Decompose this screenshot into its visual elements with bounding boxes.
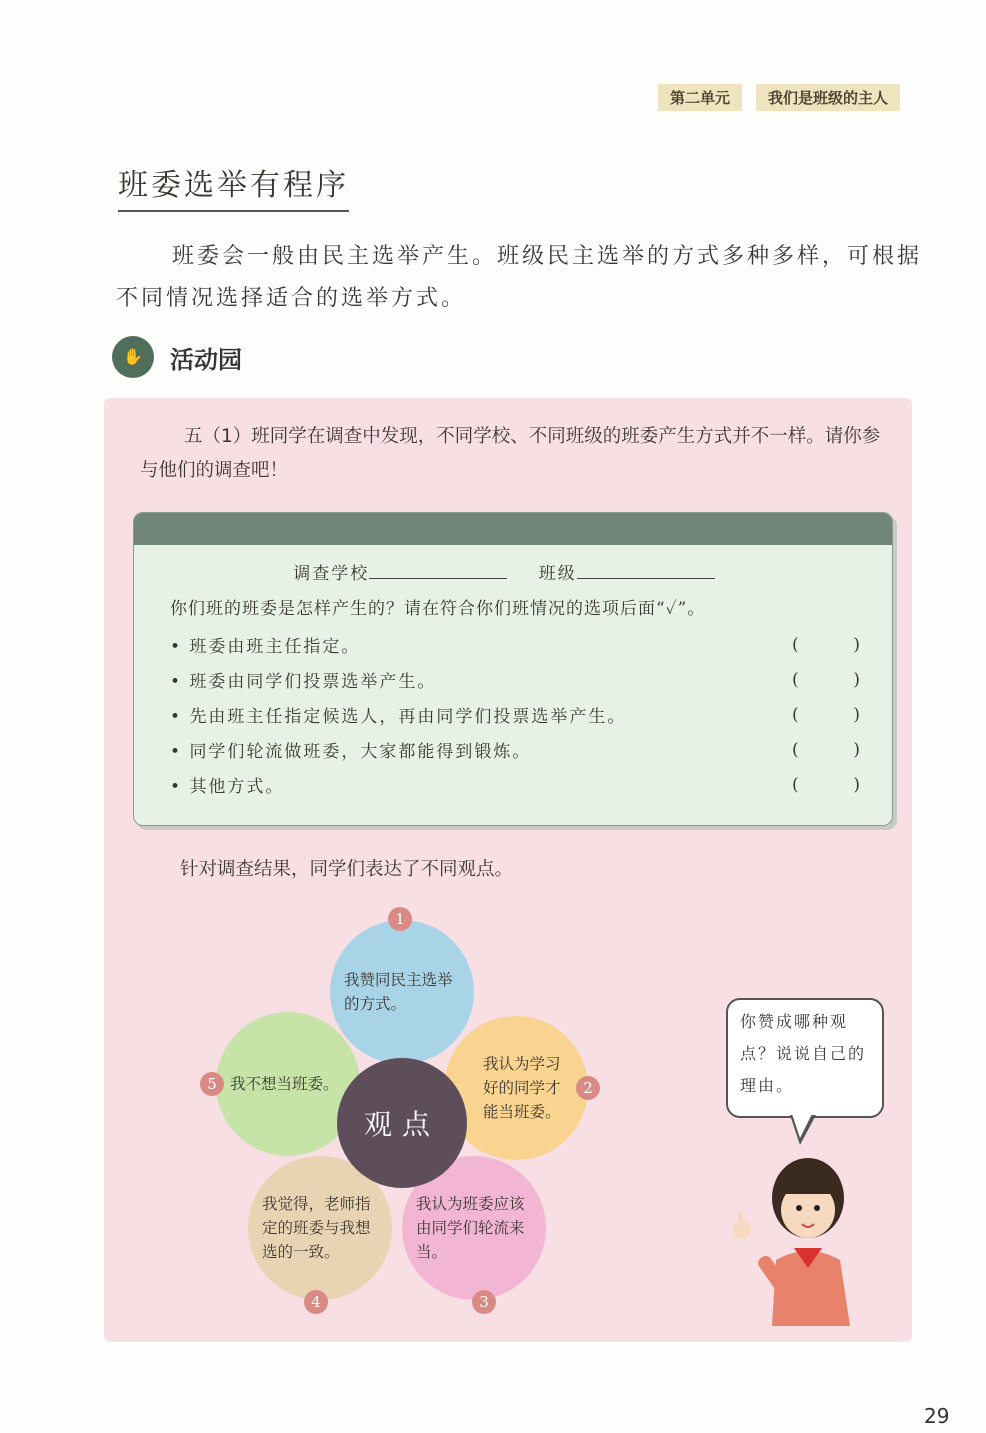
checkbox-paren[interactable]: ( )	[792, 774, 862, 795]
option-text: • 同学们轮流做班委，大家都能得到锻炼。	[170, 742, 532, 762]
section-title: 班委选举有程序	[118, 160, 349, 212]
viewpoint-text: 我认为班委应该由同学们轮流来当。	[416, 1195, 525, 1261]
task-text: 五（1）班同学在调查中发现，不同学校、不同班级的班委产生方式并不一样。请你参与他们的调查吧！	[140, 426, 881, 481]
viewpoint-text: 我不想当班委。	[230, 1075, 339, 1093]
field-class-label: 班级	[538, 564, 577, 584]
viewpoint-petal	[330, 920, 474, 1064]
survey-option	[170, 767, 862, 802]
option-text: • 班委由同学们投票选举产生。	[170, 672, 437, 692]
survey-header-bar	[134, 513, 892, 545]
option-text: • 班委由班主任指定。	[170, 637, 361, 657]
viewpoint-text: 我赞同民主选举的方式。	[344, 971, 453, 1013]
survey-fields	[170, 559, 862, 584]
speech-bubble: 你赞成哪种观点？说说自己的理由。	[726, 998, 884, 1118]
option-text: • 先由班主任指定候选人，再由同学们投票选举产生。	[170, 707, 627, 727]
unit-label: 第二单元	[658, 84, 742, 111]
checkbox-paren[interactable]: ( )	[792, 669, 862, 690]
page-number: 29	[924, 1404, 950, 1428]
school-blank[interactable]	[369, 560, 507, 579]
viewpoint-center: 观点	[337, 1058, 467, 1188]
field-school-label: 调查学校	[293, 564, 370, 584]
survey-card	[133, 512, 893, 826]
survey-option	[170, 627, 862, 662]
class-blank[interactable]	[577, 560, 715, 579]
viewpoint-number: 1	[388, 907, 412, 931]
viewpoint-number: 2	[576, 1076, 600, 1100]
activity-title: 活动园	[170, 346, 242, 374]
unit-title: 我们是班级的主人	[756, 84, 900, 111]
checkbox-paren[interactable]: ( )	[792, 739, 862, 760]
viewpoint-number: 3	[472, 1290, 496, 1314]
survey-option	[170, 732, 862, 767]
viewpoint-text: 我觉得，老师指定的班委与我想选的一致。	[262, 1195, 371, 1261]
intro-paragraph: 班委会一般由民主选举产生。班级民主选举的方式多种多样，可根据不同情况选择适合的选举方式。	[116, 244, 923, 311]
activity-hands-icon: ✋	[112, 336, 154, 378]
survey-question: 你们班的班委是怎样产生的？请在符合你们班情况的选项后面“✓”。	[170, 599, 706, 619]
survey-option	[170, 662, 862, 697]
survey-option	[170, 697, 862, 732]
unit-header	[658, 84, 900, 111]
result-text: 针对调查结果，同学们表达了不同观点。	[180, 859, 514, 880]
viewpoint-number: 5	[200, 1072, 224, 1096]
option-text: • 其他方式。	[170, 777, 285, 797]
checkbox-paren[interactable]: ( )	[792, 704, 862, 725]
girl-illustration	[724, 1150, 874, 1330]
viewpoint-petal	[444, 1016, 588, 1160]
viewpoint-text: 我认为学习好的同学才能当班委。	[483, 1055, 561, 1121]
checkbox-paren[interactable]: ( )	[792, 634, 862, 655]
bubble-tail-inner	[792, 1114, 812, 1138]
viewpoint-number: 4	[304, 1290, 328, 1314]
